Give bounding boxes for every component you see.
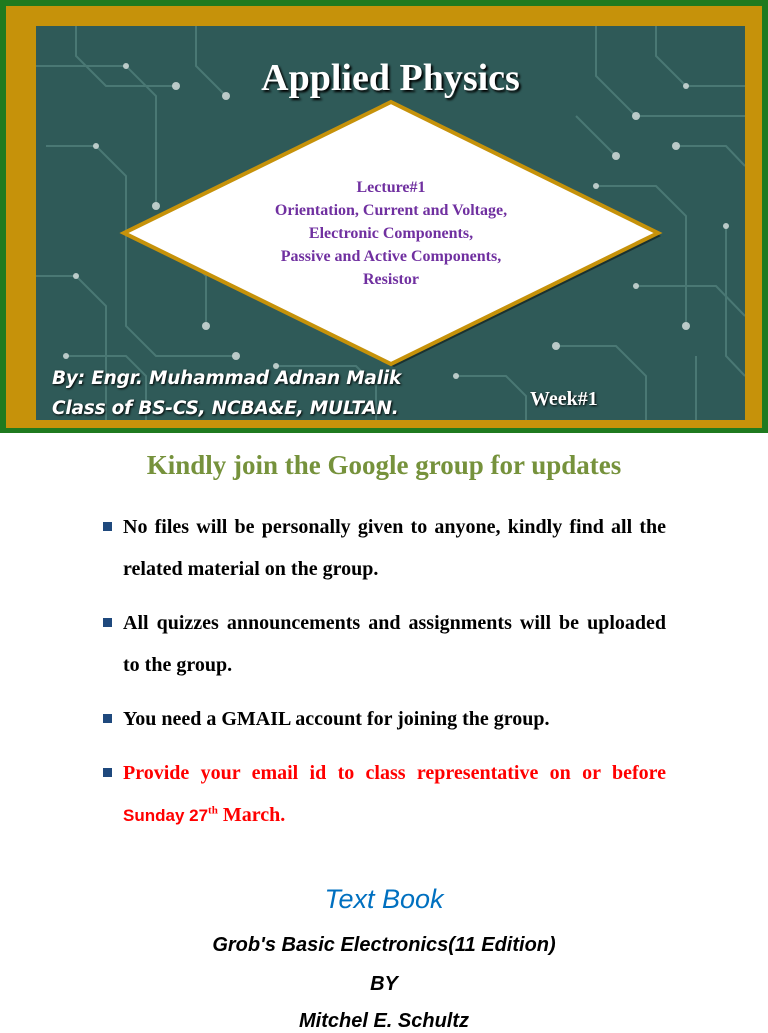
deadline-prefix: Provide your email id to class representative on or before <box>123 762 666 784</box>
bullet-square-icon <box>103 522 112 531</box>
bullet-text: You need a GMAIL account for joining the group. <box>123 708 550 730</box>
circuit-board-background <box>36 26 745 420</box>
author-block <box>52 364 401 420</box>
textbook-author: Mitchel E. Schultz <box>298 1010 470 1032</box>
week-label: Week#1 <box>530 388 598 410</box>
slide-title: Applied Physics <box>261 57 520 99</box>
lecture-number: Lecture#1 <box>356 179 426 196</box>
textbook-by: BY <box>370 973 398 995</box>
bullet-square-icon <box>103 768 112 777</box>
deadline-day: Sunday 27 <box>123 806 209 825</box>
title-slide <box>0 0 768 433</box>
bullet-text: No files will be personally given to anyone, kindly find all the related material on the group. <box>123 516 666 580</box>
lecture-topic-line: Electronic Components, <box>308 225 474 242</box>
deadline-item <box>103 752 666 837</box>
author-name: By: Engr. Muhammad Adnan Malik <box>52 368 402 389</box>
textbook-name: Grob's Basic Electronics(11 Edition) <box>212 934 556 956</box>
list-item <box>103 698 666 740</box>
lecture-topic-line: Orientation, Current and Voltage, <box>274 202 508 219</box>
slide-frame <box>6 6 762 428</box>
lecture-topic-line: Resistor <box>363 271 419 288</box>
deadline-month: March. <box>222 804 286 826</box>
deadline-ordinal: th <box>208 804 218 817</box>
lecture-topics <box>216 176 566 291</box>
lecture-topic-line: Passive and Active Components, <box>280 248 502 265</box>
list-item <box>103 602 666 686</box>
bullet-list <box>103 506 666 849</box>
bullet-text: All quizzes announcements and assignments will be uploaded to the group. <box>123 612 666 676</box>
author-class: Class of BS-CS, NCBA&E, MULTAN. <box>52 398 399 419</box>
textbook-title: Text Book <box>324 884 444 914</box>
google-group-heading: Kindly join the Google group for updates <box>146 450 622 480</box>
list-item <box>103 506 666 590</box>
bullet-square-icon <box>103 618 112 627</box>
bullet-square-icon <box>103 714 112 723</box>
